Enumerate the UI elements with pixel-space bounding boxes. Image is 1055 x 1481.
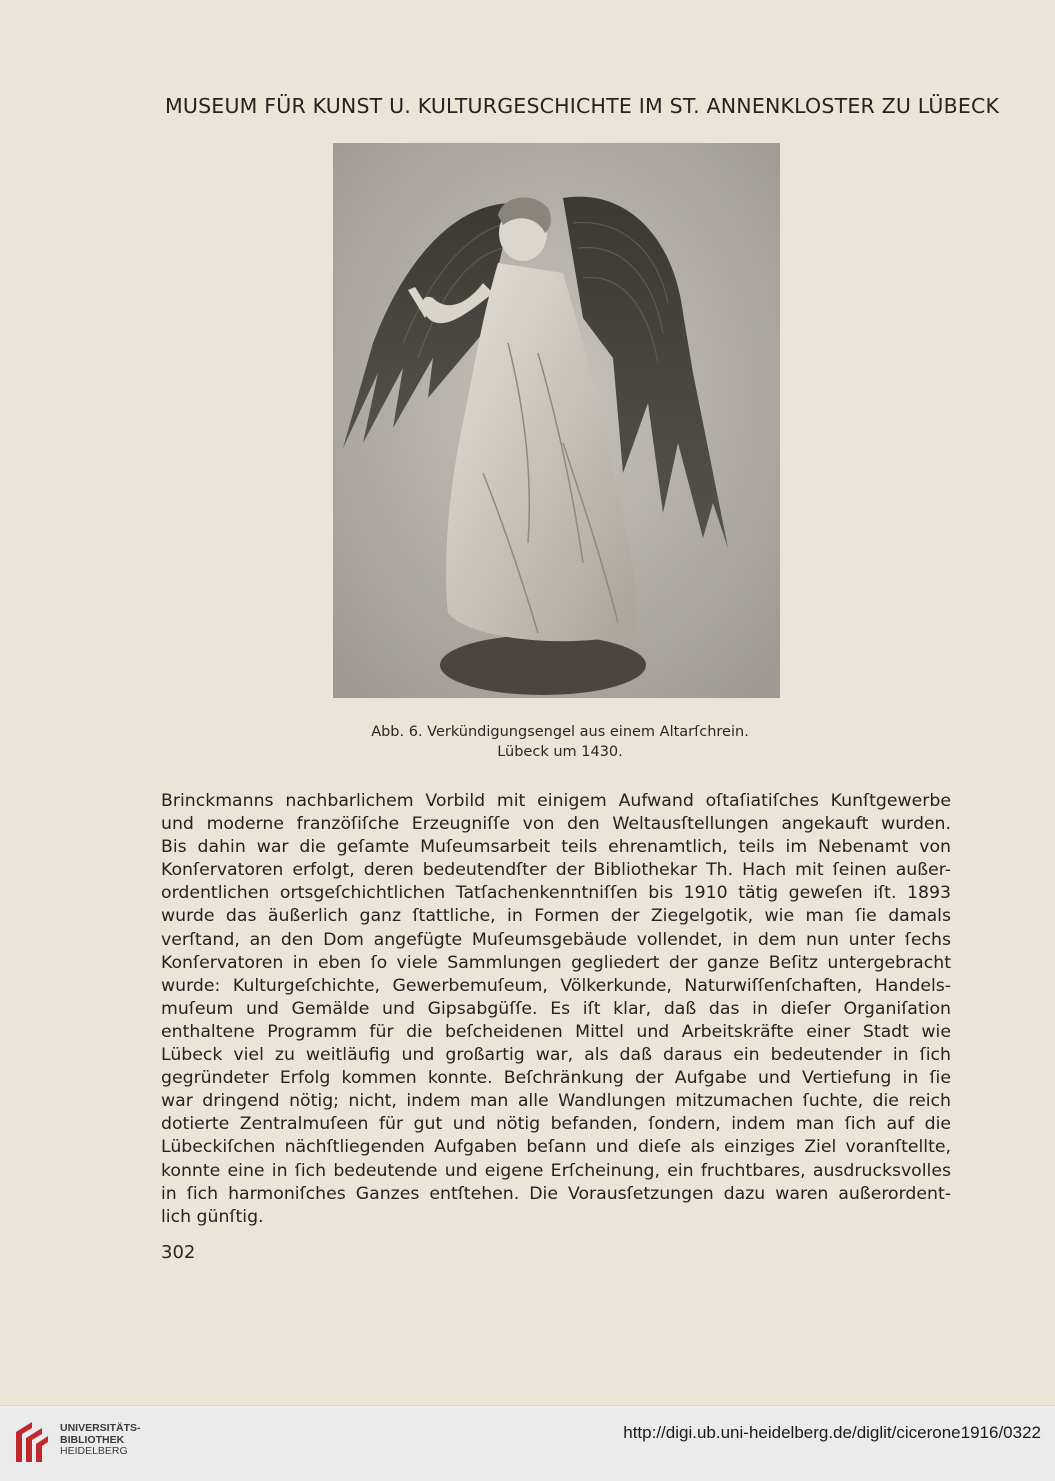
body-line: und moderne franzöſiſche Erzeugniſſe von den Weltausſtellungen angekauft wurden. <box>161 814 951 835</box>
body-line: Bis dahin war die geſamte Muſeumsarbeit teils ehrenamtlich, teils im Nebenamt von <box>161 837 951 858</box>
library-line-1: UNIVERSITÄTS- <box>60 1422 141 1434</box>
body-line: ordentlichen ortsgeſchichtlichen Tatſachenkenntniſſen bis 1910 tätig geweſen iſt. 1893 <box>161 883 951 904</box>
permalink-url[interactable]: http://digi.ub.uni-heidelberg.de/diglit/cicerone1916/0322 <box>623 1423 1041 1442</box>
caption-line-1: Abb. 6. Verkündigungsengel aus einem Altarſchrein. <box>371 724 749 740</box>
body-line: Konſervatoren erfolgt, deren bedeutendſter der Bibliothekar Th. Hach mit ſeinen außer- <box>161 860 951 881</box>
body-line: Lübeckiſchen nächſtliegenden Aufgaben beſann und dieſe als einziges Ziel voranſtellte, <box>161 1137 951 1158</box>
running-head: MUSEUM FÜR KUNST U. KULTURGESCHICHTE IM ST. ANNENKLOSTER ZU LÜBECK <box>165 94 1000 118</box>
library-line-2: BIBLIOTHEK <box>60 1433 125 1446</box>
body-line: dotierte Zentralmuſeen für gut und nötig befanden, ſondern, indem man ſich auf die <box>161 1114 951 1135</box>
body-line: lich günſtig. <box>161 1206 264 1227</box>
body-line: konnte eine in ſich bedeutende und eigene Erſcheinung, ein fruchtbares, ausdrucksvolles <box>161 1160 951 1181</box>
body-line: muſeum und Gemälde und Gipsabgüſſe. Es iſt klar, daß das in dieſer Organiſation <box>161 998 951 1019</box>
body-line: wurde: Kulturgeſchichte, Gewerbemuſeum, Völkerkunde, Naturwiſſenſchaften, Handels- <box>161 975 951 996</box>
figure-caption <box>300 722 820 762</box>
body-line: gegründeter Erfolg kommen konnte. Beſchränkung der Aufgabe und Vertiefung in ſie <box>161 1068 951 1089</box>
body-line: verſtand, an den Dom angefügte Muſeumsgebäude vollendet, in dem nun unter ſechs <box>161 929 951 950</box>
page-number: 302 <box>161 1242 196 1263</box>
body-paragraph <box>161 790 951 1229</box>
library-line-3: HEIDELBERG <box>60 1445 128 1457</box>
caption-line-2: Lübeck um 1430. <box>497 744 623 760</box>
angel-sculpture-photo <box>333 143 780 698</box>
body-line: wurde das äußerlich ganz ſtattliche, in Formen der Ziegelgotik, wie man ſie damals <box>161 906 951 927</box>
body-line: Konſervatoren in eben ſo viele Sammlungen gegliedert der ganze Beſitz untergebracht <box>161 952 951 973</box>
library-name <box>60 1423 141 1458</box>
body-line: Brinckmanns nachbarlichem Vorbild mit einigem Aufwand oſtaſiatiſches Kunſtgewerbe <box>161 791 951 811</box>
body-line: war dringend nötig; nicht, indem man alle Wandlungen mitzumachen ſuchte, die reich <box>161 1091 951 1112</box>
digitization-footer <box>0 1405 1055 1481</box>
ub-heidelberg-logo-icon[interactable] <box>12 1418 52 1466</box>
body-line: Lübeck viel zu weitläufig und großartig war, als daß daraus ein bedeutender in ſich <box>161 1045 951 1066</box>
body-line: enthaltene Programm für die beſcheidenen Mittel und Arbeitskräfte einer Stadt wie <box>161 1021 951 1042</box>
body-line: in ſich harmoniſches Ganzes entſtehen. Die Vorausſetzungen dazu waren außerordent- <box>161 1183 951 1204</box>
